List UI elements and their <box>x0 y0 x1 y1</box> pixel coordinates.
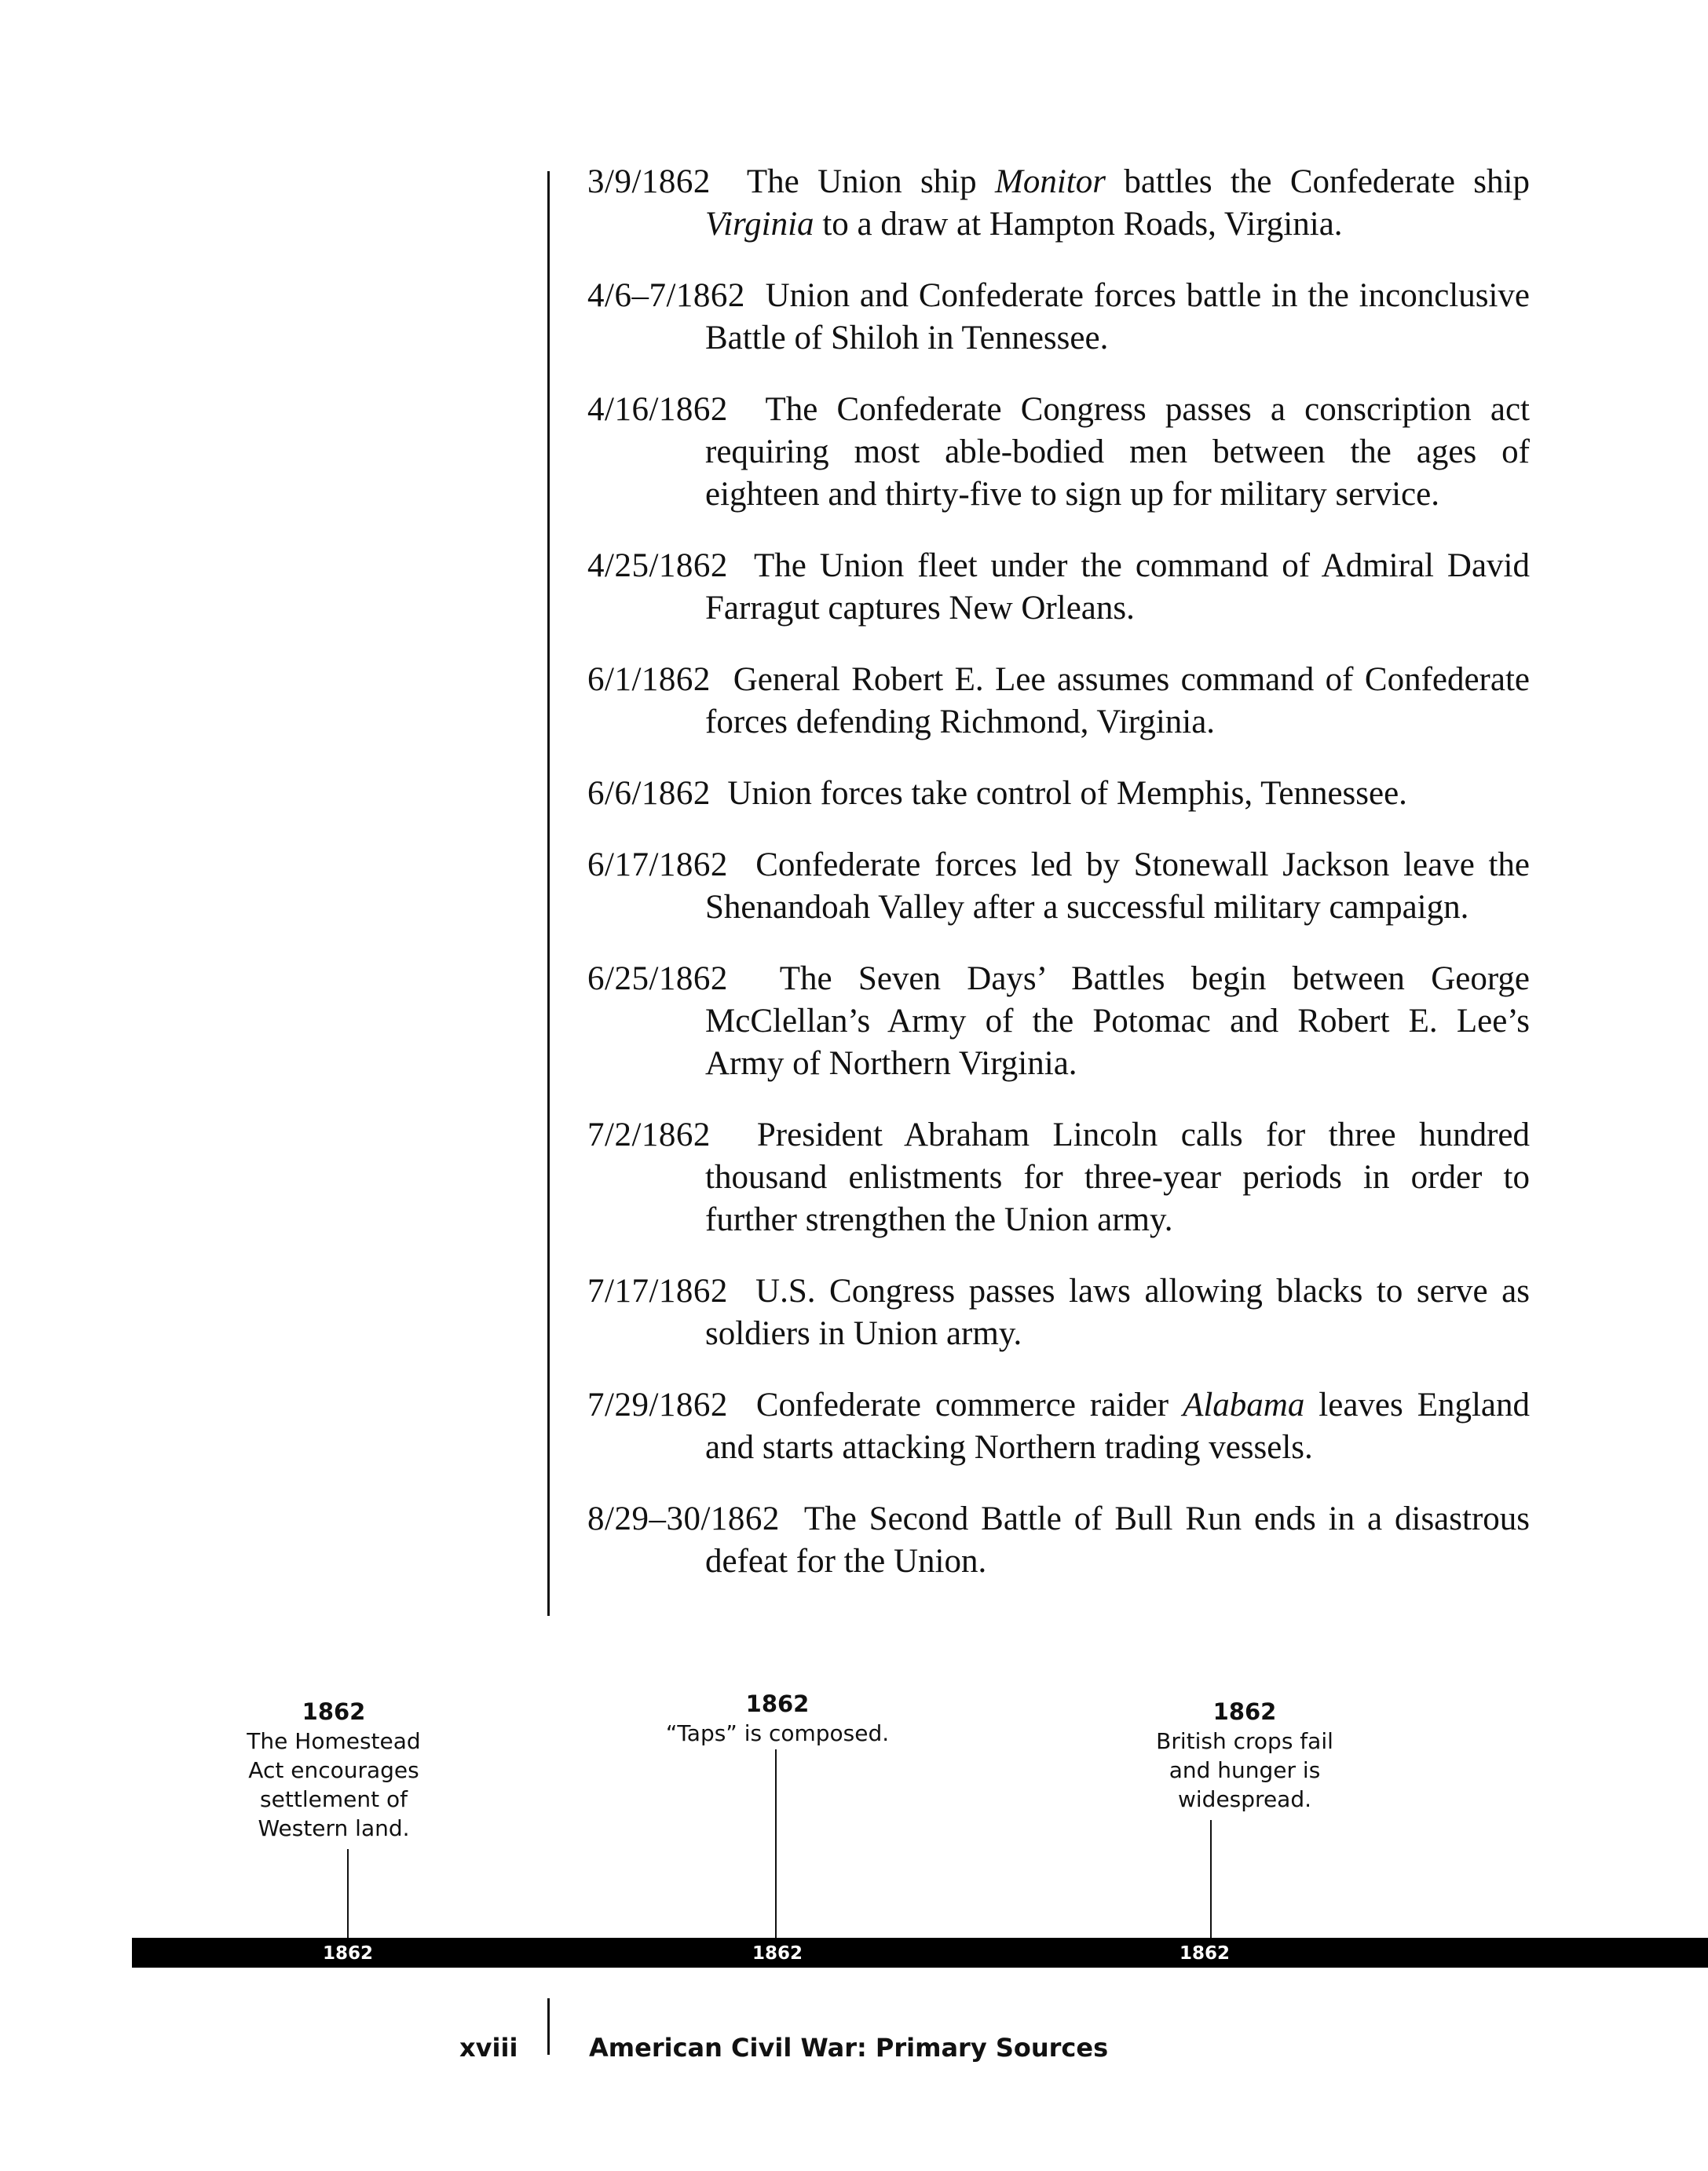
entry-text: The Second Battle of Bull Run ends in a disastrous defeat for the Union. <box>705 1500 1530 1580</box>
ship-name: Virginia <box>705 206 814 243</box>
entry-date: 4/16/1862 <box>587 391 728 428</box>
entry-text: The Union ship <box>746 163 995 200</box>
entry-text: Union and Confederate forces battle in the inconclusive Battle of Shiloh in Tennessee. <box>705 277 1531 356</box>
entry-text: battles the Confederate ship <box>1105 163 1530 200</box>
chronology-entry <box>587 161 1530 246</box>
entry-date: 4/6–7/1862 <box>587 277 745 314</box>
chronology-entry <box>587 545 1530 630</box>
entry-text: U.S. Congress passes laws allowing blacks to serve as soldiers in Union army. <box>705 1273 1530 1352</box>
entry-date: 8/29–30/1862 <box>587 1500 780 1537</box>
entry-date: 3/9/1862 <box>587 163 711 200</box>
entry-date: 6/1/1862 <box>587 661 711 698</box>
chronology-entry <box>587 1498 1530 1583</box>
timeline-stem <box>347 1849 349 1938</box>
ship-name: Alabama <box>1183 1387 1305 1424</box>
entry-text: Confederate commerce raider <box>755 1387 1183 1424</box>
entry-text: The Seven Days’ Battles begin between George McClellan’s Army of the Potomac and Robert E. Lee’s Army of Northern Virginia. <box>705 960 1530 1082</box>
book-title: American Civil War: Primary Sources <box>589 2033 1109 2063</box>
timeline-event <box>644 1690 911 1748</box>
chronology-entry <box>587 773 1530 815</box>
entry-text: Union forces take control of Memphis, Tennessee. <box>727 775 1407 812</box>
entry-text: General Robert E. Lee assumes command of Confederate forces defending Richmond, Virginia. <box>705 661 1530 740</box>
timeline-event-line: “Taps” is composed. <box>665 1720 890 1746</box>
chronology-entry <box>587 275 1530 360</box>
margin-rule <box>547 171 550 1616</box>
entry-date: 4/25/1862 <box>587 547 728 584</box>
entry-text: The Confederate Congress passes a conscription act requiring most able-bodied men between the ages of eighteen and thirty-five to sign up for military service. <box>705 391 1530 513</box>
timeline-event-year: 1862 <box>1212 1698 1277 1725</box>
timeline-event-line: British crops fail <box>1156 1728 1333 1754</box>
timeline-event-line: Western land. <box>258 1815 410 1841</box>
entry-text: President Abraham Lincoln calls for three hundred thousand enlistments for three-year periods in order to further strengthen the Union army. <box>705 1117 1530 1238</box>
entry-date: 7/2/1862 <box>587 1117 711 1153</box>
footer-rule <box>547 1998 550 2055</box>
chronology-entry <box>587 1114 1530 1241</box>
entry-date: 7/29/1862 <box>587 1387 728 1424</box>
ship-name: Monitor <box>995 163 1106 200</box>
entry-date: 6/17/1862 <box>587 846 728 883</box>
timeline-tick-label: 1862 <box>1180 1943 1231 1964</box>
timeline-event-line: Act encourages <box>248 1757 419 1783</box>
chronology-list <box>587 161 1530 1612</box>
page-number: xviii <box>459 2033 518 2063</box>
entry-text: leaves England and starts attacking Northern trading vessels. <box>705 1387 1530 1466</box>
timeline-event-line: settlement of <box>260 1786 408 1812</box>
timeline-tick-label: 1862 <box>752 1943 803 1964</box>
entry-text: to a draw at Hampton Roads, Virginia. <box>814 206 1343 243</box>
chronology-entry <box>587 844 1530 929</box>
entry-date: 6/25/1862 <box>587 960 728 997</box>
chronology-entry <box>587 389 1530 516</box>
chronology-entry <box>587 1270 1530 1355</box>
entry-text: Confederate forces led by Stonewall Jackson leave the Shenandoah Valley after a successful military campaign. <box>705 846 1530 926</box>
timeline-event-line: and hunger is <box>1169 1757 1321 1783</box>
entry-date: 7/17/1862 <box>587 1273 728 1310</box>
entry-text: The Union fleet under the command of Admiral David Farragut captures New Orleans. <box>705 547 1530 627</box>
timeline-event <box>228 1698 440 1843</box>
chronology-entry <box>587 1384 1530 1469</box>
chronology-entry <box>587 958 1530 1085</box>
timeline-event <box>1131 1698 1359 1814</box>
timeline-event-line: widespread. <box>1178 1786 1311 1812</box>
timeline-event-line: The Homestead <box>247 1728 421 1754</box>
timeline-stem <box>775 1749 777 1938</box>
timeline-tick-label: 1862 <box>323 1943 374 1964</box>
timeline-stem <box>1210 1820 1212 1938</box>
timeline-event-year: 1862 <box>302 1698 366 1725</box>
chronology-entry <box>587 659 1530 744</box>
timeline-event-year: 1862 <box>745 1690 810 1717</box>
entry-date: 6/6/1862 <box>587 775 711 812</box>
